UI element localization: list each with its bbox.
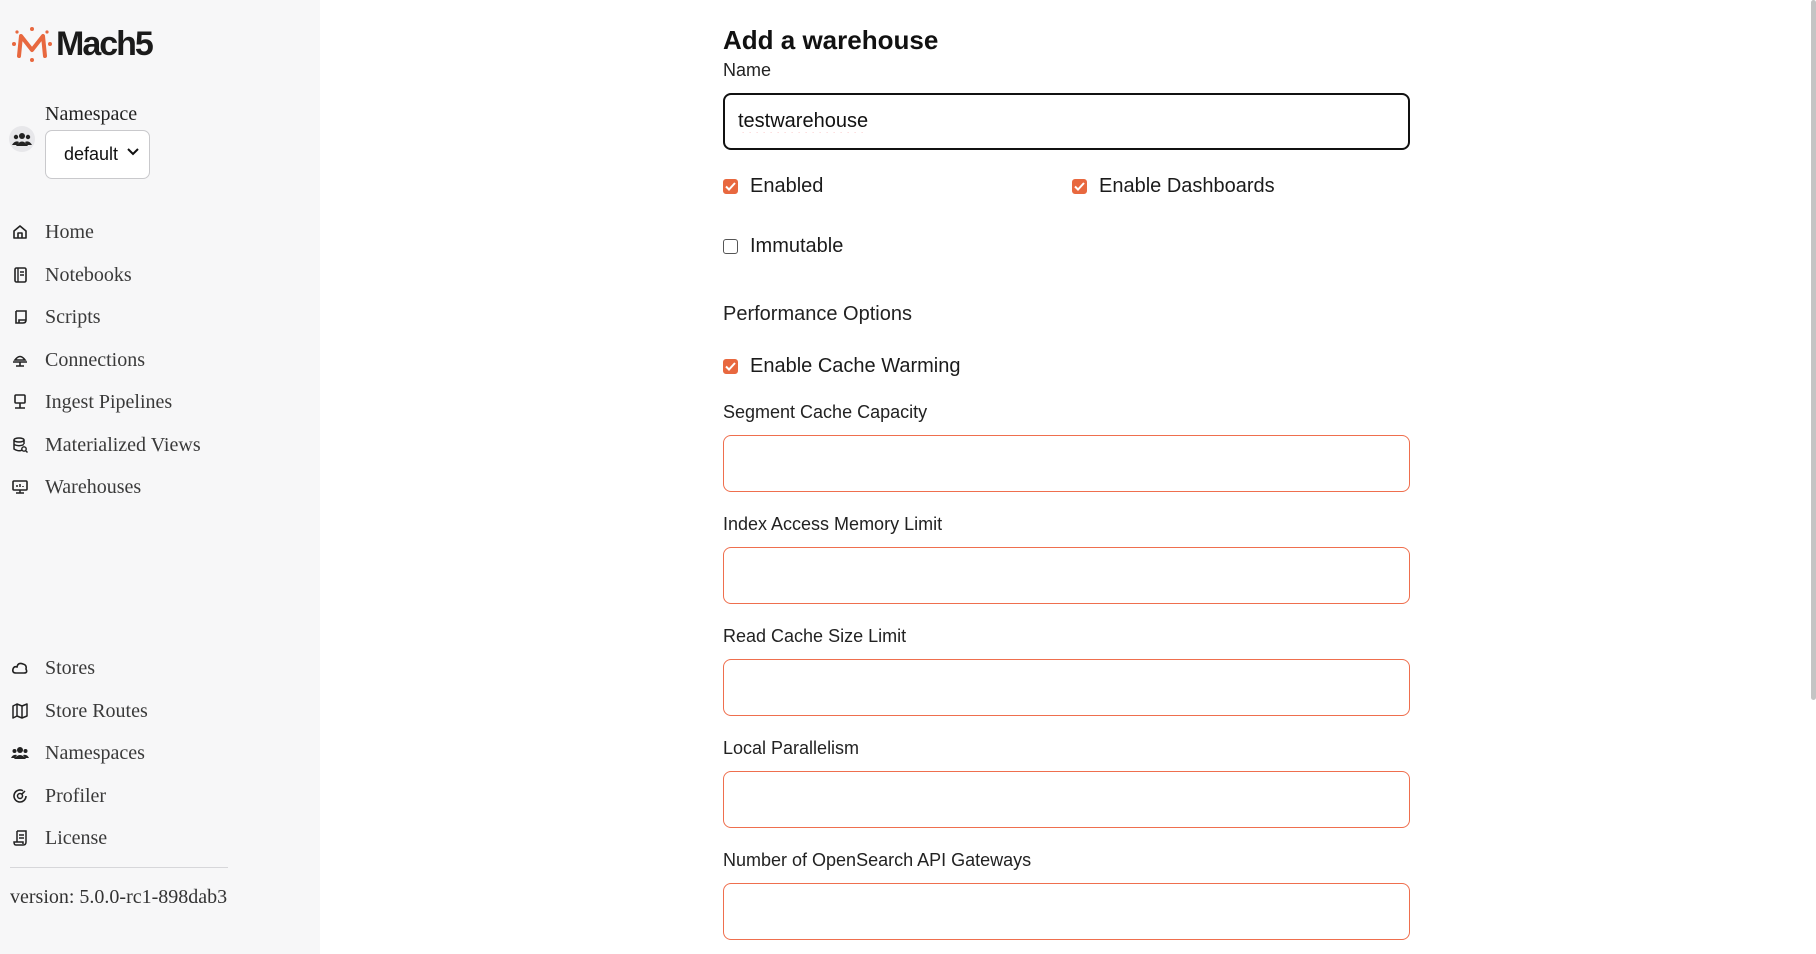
sidebar-item-connections[interactable] (0, 343, 300, 377)
namespace-select[interactable] (45, 130, 150, 179)
page-title: Add a warehouse (723, 25, 939, 55)
sidebar-item-label: Notebooks (45, 263, 132, 286)
home-icon (11, 223, 29, 241)
pipeline-icon (11, 393, 29, 411)
sidebar-item-label: Scripts (45, 305, 101, 328)
checkbox-unchecked[interactable] (723, 239, 738, 254)
segment-cache-capacity-label: Segment Cache Capacity (723, 402, 928, 422)
immutable-label: Immutable (750, 235, 844, 257)
name-label: Name (723, 60, 772, 80)
read-cache-size-limit-label: Read Cache Size Limit (723, 626, 907, 646)
sidebar-item-label: Profiler (45, 784, 107, 807)
checkbox-checked[interactable] (723, 359, 738, 374)
cache-warming-checkbox[interactable] (723, 355, 960, 378)
checkbox-checked[interactable] (723, 179, 738, 194)
sidebar-item-notebooks[interactable] (0, 258, 300, 292)
local-parallelism-input[interactable] (723, 771, 1410, 828)
sidebar-item-label: Store Routes (45, 699, 148, 722)
profiler-icon (11, 787, 29, 805)
sidebar-item-scripts[interactable] (0, 300, 300, 334)
opensearch-gateways-input[interactable] (723, 883, 1410, 940)
cloud-icon (11, 659, 29, 677)
cache-warming-label: Enable Cache Warming (750, 355, 961, 377)
version-text: version: 5.0.0-rc1-898dab3 (10, 886, 228, 908)
sidebar-item-label: Stores (45, 656, 95, 679)
sidebar-item-profiler[interactable] (0, 779, 300, 813)
brand-logo[interactable] (10, 24, 152, 64)
sidebar-item-warehouses[interactable] (0, 470, 300, 504)
performance-options-heading: Performance Options (723, 303, 912, 325)
immutable-checkbox[interactable] (723, 235, 843, 258)
sidebar-item-materialized-views[interactable] (0, 428, 300, 462)
name-input[interactable] (723, 93, 1410, 150)
notebook-icon (11, 266, 29, 284)
script-icon (11, 308, 29, 326)
connections-icon (11, 351, 29, 369)
enabled-checkbox[interactable] (723, 175, 823, 198)
local-parallelism-label: Local Parallelism (723, 738, 860, 758)
sidebar-item-label: License (45, 826, 108, 849)
enabled-label: Enabled (750, 175, 824, 197)
sidebar-item-stores[interactable] (0, 651, 300, 685)
namespace-users-icon (9, 126, 35, 152)
chevron-down-icon (127, 148, 139, 156)
index-access-memory-limit-input[interactable] (723, 547, 1410, 604)
checkmark-icon (1074, 182, 1085, 191)
checkmark-icon (725, 182, 736, 191)
sidebar-item-home[interactable] (0, 215, 300, 249)
read-cache-size-limit-input[interactable] (723, 659, 1410, 716)
sidebar-item-label: Warehouses (45, 475, 142, 498)
sidebar-item-label: Home (45, 220, 94, 243)
main-content (320, 0, 1816, 954)
namespace-label: Namespace (45, 103, 138, 125)
mach5-logo-icon (10, 24, 54, 64)
sidebar-item-label: Ingest Pipelines (45, 390, 173, 413)
sidebar-item-ingest-pipelines[interactable] (0, 385, 300, 419)
sidebar-item-store-routes[interactable] (0, 694, 300, 728)
namespace-select-value: default (64, 144, 119, 164)
sidebar-item-namespaces[interactable] (0, 736, 300, 770)
opensearch-gateways-label: Number of OpenSearch API Gateways (723, 850, 1032, 870)
sidebar-item-label: Namespaces (45, 741, 145, 764)
sidebar-item-label: Connections (45, 348, 145, 371)
sidebar-item-license[interactable] (0, 821, 300, 855)
enable-dashboards-checkbox[interactable] (1072, 175, 1275, 198)
index-access-memory-limit-label: Index Access Memory Limit (723, 514, 943, 534)
database-search-icon (11, 436, 29, 454)
map-icon (11, 702, 29, 720)
page-scrollbar[interactable] (1811, 0, 1816, 700)
warehouse-icon (11, 478, 29, 496)
license-icon (11, 829, 29, 847)
sidebar-divider (10, 867, 228, 868)
checkbox-checked[interactable] (1072, 179, 1087, 194)
checkmark-icon (725, 362, 736, 371)
sidebar (0, 0, 320, 954)
enable-dashboards-label: Enable Dashboards (1099, 175, 1275, 197)
segment-cache-capacity-input[interactable] (723, 435, 1410, 492)
brand-name: Mach5 (56, 25, 152, 63)
users-icon (11, 744, 29, 762)
sidebar-item-label: Materialized Views (45, 433, 201, 456)
